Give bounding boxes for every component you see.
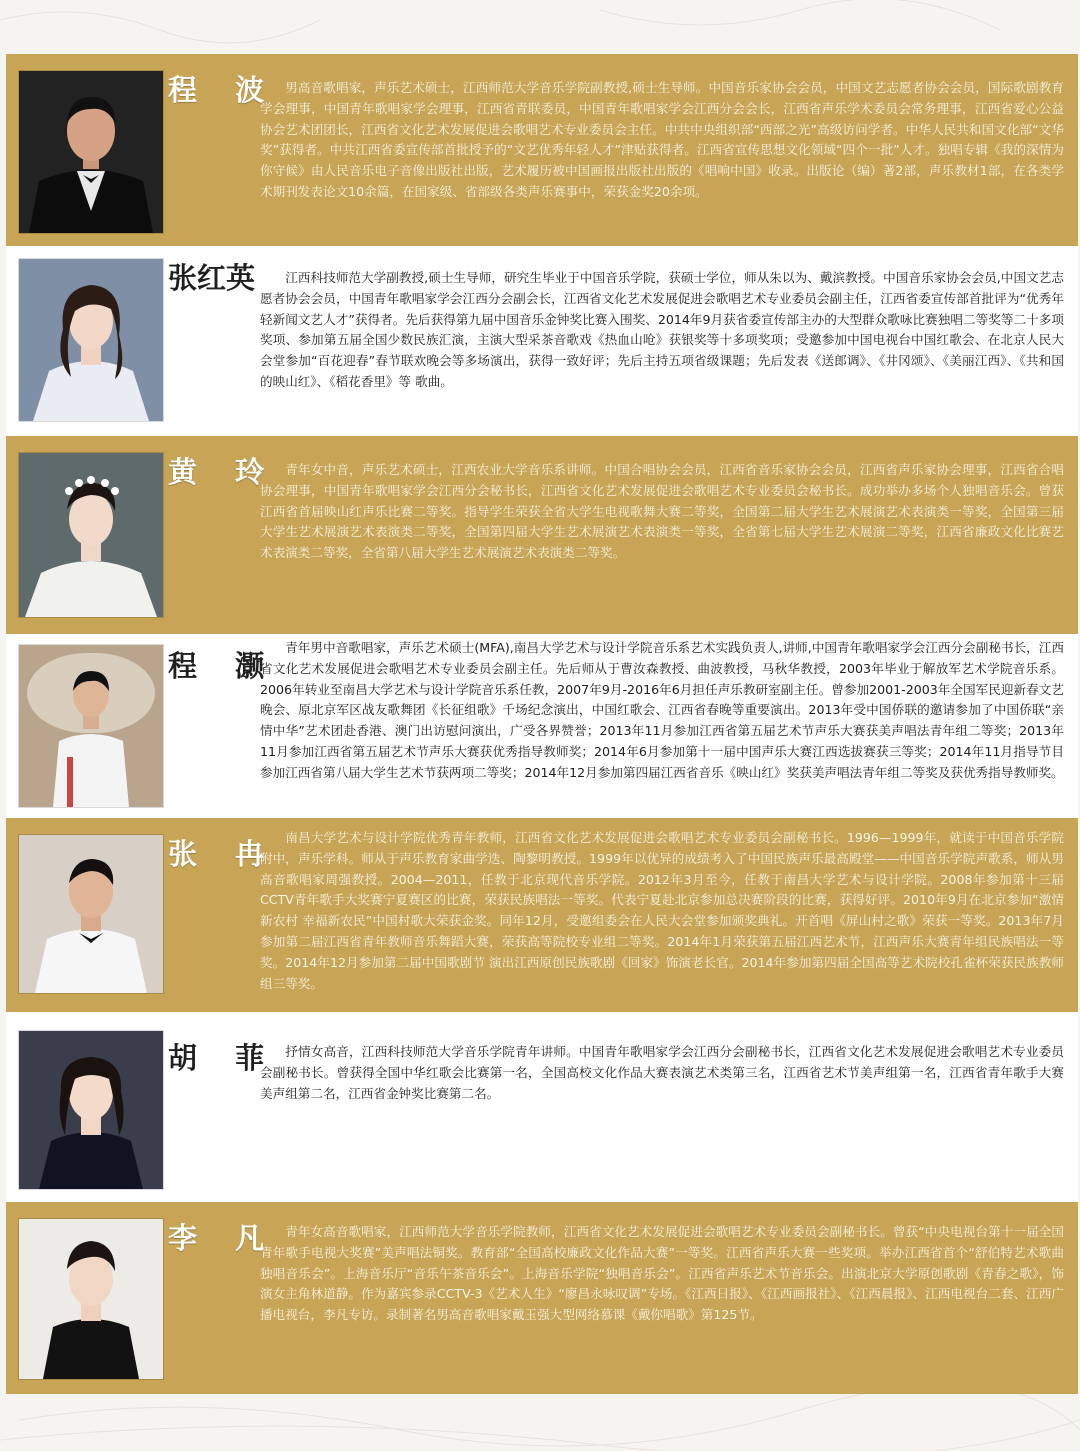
musician-bio: 青年男中音歌唱家，声乐艺术硕士(MFA),南昌大学艺术与设计学院音乐系艺术实践负责人,讲师,中国青年歌唱家学会江西分会副秘书长，江西省文化艺术发展促进会歌唱艺术专业委员会副主任。先后师从于曹汝森教授、曲波教授，马秋华教授，2003年毕业于解放军艺术学院音乐系。2006年转业至南昌大学艺术与设计学院音乐系任教，2007年9月-2016年6月担任声乐教研室副主任。曾参加2001-2003年全国军民迎新春文艺晚会、原北京军区战友歌舞团《长征组歌》千场纪念演出，中国红歌会、江西省春晚等重要演出。2013年受中国侨联的邀请参加了中国侨联“亲情中华”艺术团赴香港、澳门出访慰问演出，广受各界赞誉；2013年11月参加江西省第五届艺术节声乐大赛获美声唱法青年组二等奖；2013年11月参加江西省第五届艺术节声乐大赛获优秀指导教师奖；2014年6月参加第十一届中国声乐大赛江西选拔赛获三等奖；2014年11月指导节目参加江西省第八届大学生艺术节获两项二等奖；2014年12月参加第四届江西省音乐《映山红》奖获美声唱法青年组二等奖及获优秀指导教师奖。: [260, 640, 1064, 780]
musician-name: 张 冉: [168, 837, 279, 871]
musician-name: 程 灏: [168, 649, 279, 683]
musician-photo: [18, 644, 164, 808]
musician-bio: 南昌大学艺术与设计学院优秀青年教师，江西省文化艺术发展促进会歌唱艺术专业委员会副秘书长。1996—1999年，就读于中国音乐学院附中，声乐学科。师从于声乐教育家曲学迭、陶黎明教授。1999年以优异的成绩考入了中国民族声乐最高殿堂——中国音乐学院声歌系，师从男高音歌唱家周强教授。2004—2011，任教于北京现代音乐学院。2012年3月至今，任教于南昌大学艺术与设计学院。2008年参加第十三届CCTV青年歌手大奖赛宁夏赛区的比赛，荣获民族唱法一等奖。代表宁夏赴北京参加总决赛阶段的比赛，获得好评。2010年9月在北京参加“激情新农村 幸福新农民”中国村歌大荣获金奖。同年12月，受邀组委会在人民大会堂参加颁奖典礼。开首唱《屏山村之歌》荣获一等奖。2013年7月参加第二届江西省青年教师音乐舞蹈大赛，荣获高等院校专业组二等奖。2014年1月荣获第五届江西艺术节，江西声乐大赛青年组民族唱法一等奖。2014年12月参加第二届中国歌剧节 演出江西原创民族歌剧《回家》饰演老长官。2014年参加第四届全国高等艺术院校孔雀杯荣获民族教师组三等奖。: [260, 830, 1064, 991]
musician-bio: 抒情女高音，江西科技师范大学音乐学院青年讲师。中国青年歌唱家学会江西分会副秘书长，江西省文化艺术发展促进会歌唱艺术专业委员会副秘书长。曾获得全国中华红歌会比赛第一名，全国高校文化作品大赛表演艺术类第三名，江西省艺术节美声组第一名，江西省青年歌手大赛美声组第二名，江西省金钟奖比赛第二名。: [260, 1044, 1064, 1101]
musician-card-4: [6, 634, 1078, 818]
musician-name: 黄 玲: [168, 455, 279, 489]
musician-name: 程 波: [168, 73, 279, 107]
musician-photo: [18, 452, 164, 618]
musician-photo: [18, 1030, 164, 1190]
musician-photo: [18, 258, 164, 422]
musician-photo: [18, 834, 164, 994]
musician-bio: 青年女高音歌唱家，江西师范大学音乐学院教师，江西省文化艺术发展促进会歌唱艺术专业委员会副秘书长。曾获“中央电视台第十一届全国青年歌手电视大奖赛”美声唱法铜奖。教育部“全国高校廉政文化作品大赛”一等奖。江西省声乐大赛一些奖项。举办江西省首个“舒伯特艺术歌曲独唱音乐会”。上海音乐厅“音乐午茶音乐会”。上海音乐学院“独唱音乐会”。江西省声乐艺术节音乐会。出演北京大学原创歌剧《青春之歌》，饰演女主角林道静。作为嘉宾参录CCTV-3《艺术人生》“廖昌永咏叹调”专场。《江西日报》、《江西画报社》、《江西晨报》、江西电视台二套、江西广播电视台，李凡专访。录制著名男高音歌唱家戴玉强大型网络慕课《戴你唱歌》第125节。: [260, 1224, 1064, 1323]
musician-photo: [18, 1218, 164, 1380]
musician-name: 李 凡: [168, 1221, 279, 1255]
musician-card-3: [6, 436, 1078, 634]
musician-card-7: [6, 1202, 1078, 1394]
musician-card-2: [6, 246, 1078, 436]
musician-card-6: [6, 1012, 1078, 1202]
musician-card-1: [6, 54, 1078, 246]
musician-bio: 青年女中音，声乐艺术硕士，江西农业大学音乐系讲师。中国合唱协会会员，江西省音乐家协会会员，江西省声乐家协会理事，江西省合唱协会理事，中国青年歌唱家学会江西分会秘书长，江西省文化艺术发展促进会歌唱艺术专业委员会秘书长。成功举办多场个人独唱音乐会。曾获江西省首届映山红声乐比赛二等奖。指导学生荣获全省大学生电视歌舞大赛二等奖，全国第二届大学生艺术展演艺术表演类一等奖，全国第三届大学生艺术展演艺术表演类二等奖，全国第四届大学生艺术展演艺术表演类一等奖，全省第七届大学生艺术展演二等奖，江西省廉政文化比赛艺术表演类二等奖，全省第八届大学生艺术展演艺术表演类二等奖。: [260, 462, 1064, 561]
musician-photo: [18, 70, 164, 234]
musician-card-5: [6, 818, 1078, 1012]
musician-name: 胡 菲: [168, 1041, 279, 1075]
musician-bio: 江西科技师范大学副教授,硕士生导师，研究生毕业于中国音乐学院，获硕士学位，师从朱以为、戴滨教授。中国音乐家协会会员,中国文艺志愿者协会会员，中国青年歌唱家学会江西分会副会长，江西省文化艺术发展促进会歌唱艺术专业委员会副主任，江西省委宣传部首批评为“优秀年轻新闻文艺人才”获得者。先后获得第九届中国音乐金钟奖比赛入围奖、2014年9月获省委宣传部主办的大型群众歌咏比赛独唱二等奖等二十多项奖项、参加第五届全国少数民族汇演，主演大型采茶音歌戏《热血山呛》获银奖等十多项奖项；受邀参加中国电视台中国红歌会、在北京人民大会堂参加“百花迎春”春节联欢晚会等多场演出，获得一致好评；先后主持五项省级课题；先后发表《送郎调》、《井冈颂》、《美丽江西》、《共和国的映山红》、《稻花香里》等 歌曲。: [260, 270, 1064, 389]
musician-name: 张红英: [168, 261, 256, 295]
musician-bio: 男高音歌唱家，声乐艺术硕士，江西师范大学音乐学院副教授,硕士生导师。中国音乐家协会会员，中国文艺志愿者协会会员，国际歌剧教育学会理事，中国青年歌唱家学会理事，江西省青联委员，中国青年歌唱家学会江西分会会长，江西省声乐学术委员会常务理事，江西省爱心公益协会艺术团团长，江西省文化艺术发展促进会歌唱艺术专业委员会主任。中共中央组织部“西部之光”高级访问学者。中华人民共和国文化部“文华奖”获得者。中共江西省委宣传部首批授予的“文艺优秀年轻人才”津贴获得者。江西省宣传思想文化领域“四个一批”人才。独唱专辑《我的深情为你守候》由人民音乐电子音像出版社出版，艺术履历被中国画报出版社出版的《唱响中国》收录。出版论（编）著2部，声乐教材1部，在各类学术期刊发表论文10余篇，在国家级、省部级各类声乐赛事中，荣获金奖20余项。: [260, 80, 1064, 199]
